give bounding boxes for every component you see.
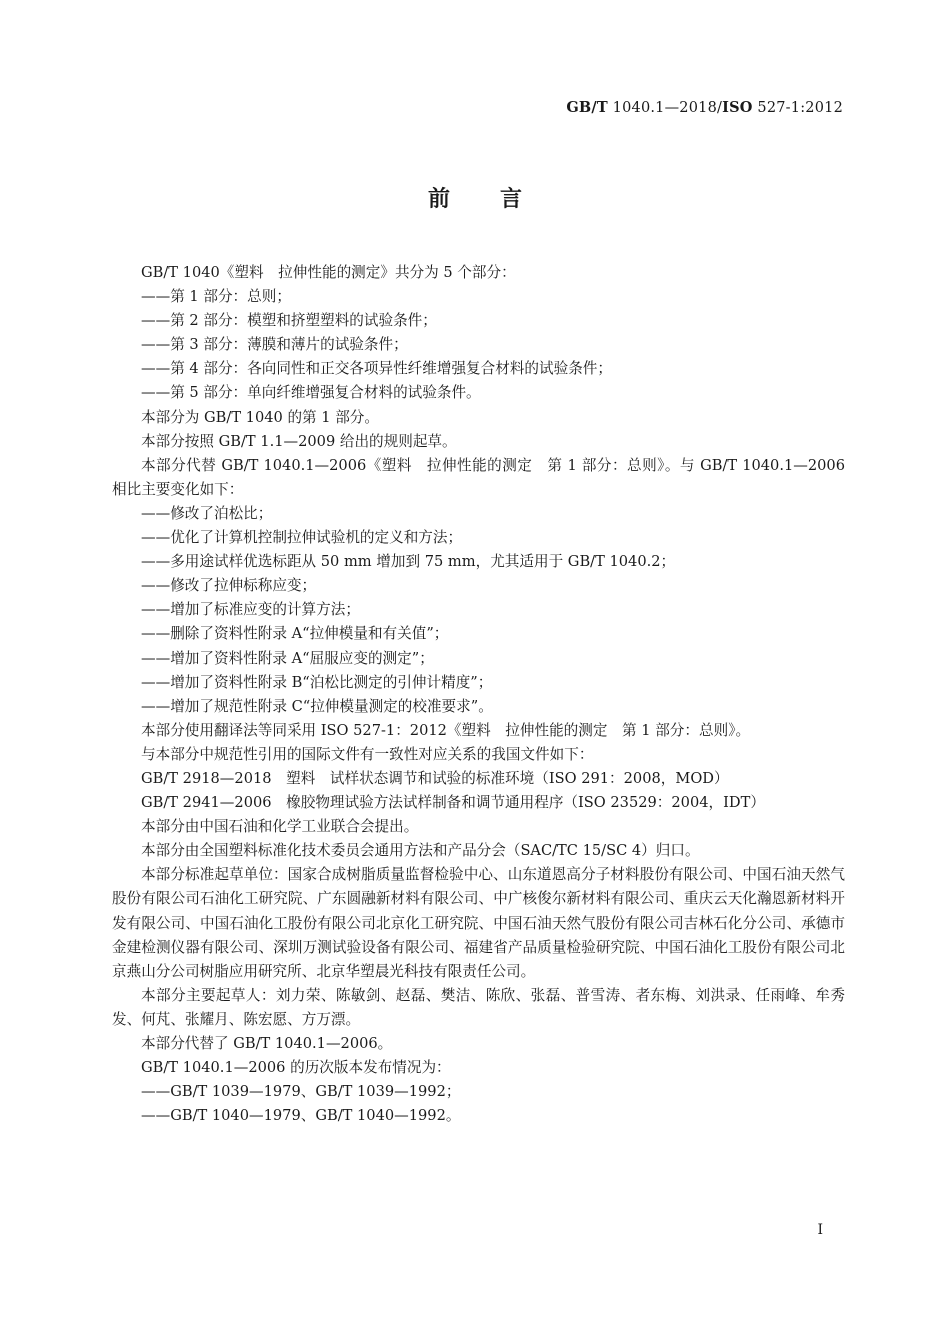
list-item-change: ——删除了资料性附录 A“拉伸模量和有关值”； — [141, 625, 449, 643]
paragraph-drafters: 本部分主要起草人：刘力荣、陈敏剑、赵磊、樊洁、陈欣、张磊、普雪涛、者东梅、刘洪录、任雨峰、牟秀发、何芃、张耀月、陈宏愿、方万漂。 — [112, 986, 845, 1028]
page-title: 前言 — [427, 187, 572, 212]
list-item-change: ——修改了泊松比； — [141, 504, 273, 522]
document-code — [566, 99, 843, 116]
list-item-part-4: ——第 4 部分：各向同性和正交各项异性纤维增强复合材料的试验条件； — [141, 360, 612, 378]
page-number: I — [817, 1222, 823, 1238]
code-gbt: GB/T — [566, 99, 608, 116]
list-item-part-3: ——第 3 部分：薄膜和薄片的试验条件； — [141, 336, 408, 354]
paragraph-drafting-rules: 本部分按照 GB/T 1.1—2009 给出的规则起草。 — [141, 432, 457, 450]
list-item-change: ——修改了拉伸标称应变； — [141, 577, 317, 595]
paragraph-replaces: 本部分代替 GB/T 1040.1—2006《塑料 拉伸性能的测定 第 1 部分：总则》。与 GB/T 1040.1—2006 相比主要变化如下： — [112, 456, 845, 498]
paragraph-references-intro: 与本部分中规范性引用的国际文件有一致性对应关系的我国文件如下： — [141, 745, 594, 763]
list-item-change: ——增加了标准应变的计算方法； — [141, 601, 360, 619]
list-item-history: ——GB/T 1039—1979、GB/T 1039—1992； — [141, 1083, 461, 1101]
list-item-change: ——增加了规范性附录 C“拉伸模量测定的校准要求”。 — [141, 697, 493, 715]
list-item-change: ——增加了资料性附录 A“屈服应变的测定”； — [141, 649, 434, 667]
code-num: 1040.1—2018/ — [607, 100, 723, 116]
list-item-change: ——增加了资料性附录 B“泊松比测定的引伸计精度”； — [141, 673, 493, 691]
foreword-body — [112, 261, 845, 1128]
list-item-part-2: ——第 2 部分：模塑和挤塑塑料的试验条件； — [141, 312, 437, 330]
list-item-change: ——多用途试样优选标距从 50 mm 增加到 75 mm，尤其适用于 GB/T 1040.2； — [141, 553, 676, 571]
paragraph-administered-by: 本部分由全国塑料标准化技术委员会通用方法和产品分会（SAC/TC 15/SC 4）归口。 — [141, 842, 700, 860]
reference-item: GB/T 2918—2018 塑料 试样状态调节和试验的标准环境（ISO 291：2008，MOD） — [141, 769, 729, 787]
list-item-history: ——GB/T 1040—1979、GB/T 1040—1992。 — [141, 1107, 461, 1125]
paragraph-replaced-standard: 本部分代替了 GB/T 1040.1—2006。 — [141, 1035, 393, 1052]
paragraph-translation: 本部分使用翻译法等同采用 ISO 527-1：2012《塑料 拉伸性能的测定 第 1 部分：总则》。 — [141, 721, 751, 739]
list-item-change: ——优化了计算机控制拉伸试验机的定义和方法； — [141, 529, 463, 547]
paragraph-proposed-by: 本部分由中国石油和化学工业联合会提出。 — [141, 818, 419, 836]
paragraph-part-number: 本部分为 GB/T 1040 的第 1 部分。 — [141, 408, 379, 426]
paragraph-drafting-units: 本部分标准起草单位：国家合成树脂质量监督检验中心、山东道恩高分子材料股份有限公司、中国石油天然气股份有限公司石油化工研究院、广东圆融新材料有限公司、中广核俊尔新材料有限公司、重庆云天化瀚恩新材料开发有限公司、中国石油化工股份有限公司北京化工研究院、中国石油天然气股份有限公司吉林石化分公司、承德市金建检测仪器有限公司、深圳万测试验设备有限公司、福建省产品质量检验研究院、中国石油化工股份有限公司北京燕山分公司树脂应用研究所、北京华塑晨光科技有限责任公司。 — [112, 866, 845, 980]
code-iso: ISO — [722, 99, 753, 116]
reference-item: GB/T 2941—2006 橡胶物理试验方法试样制备和调节通用程序（ISO 23529：2004，IDT） — [141, 794, 765, 812]
paragraph-intro: GB/T 1040《塑料 拉伸性能的测定》共分为 5 个部分： — [141, 264, 516, 281]
code-iso-num: 527-1:2012 — [752, 100, 843, 116]
list-item-part-1: ——第 1 部分：总则； — [141, 288, 291, 306]
list-item-part-5: ——第 5 部分：单向纤维增强复合材料的试验条件。 — [141, 384, 481, 402]
paragraph-history-intro: GB/T 1040.1—2006 的历次版本发布情况为： — [141, 1059, 451, 1077]
